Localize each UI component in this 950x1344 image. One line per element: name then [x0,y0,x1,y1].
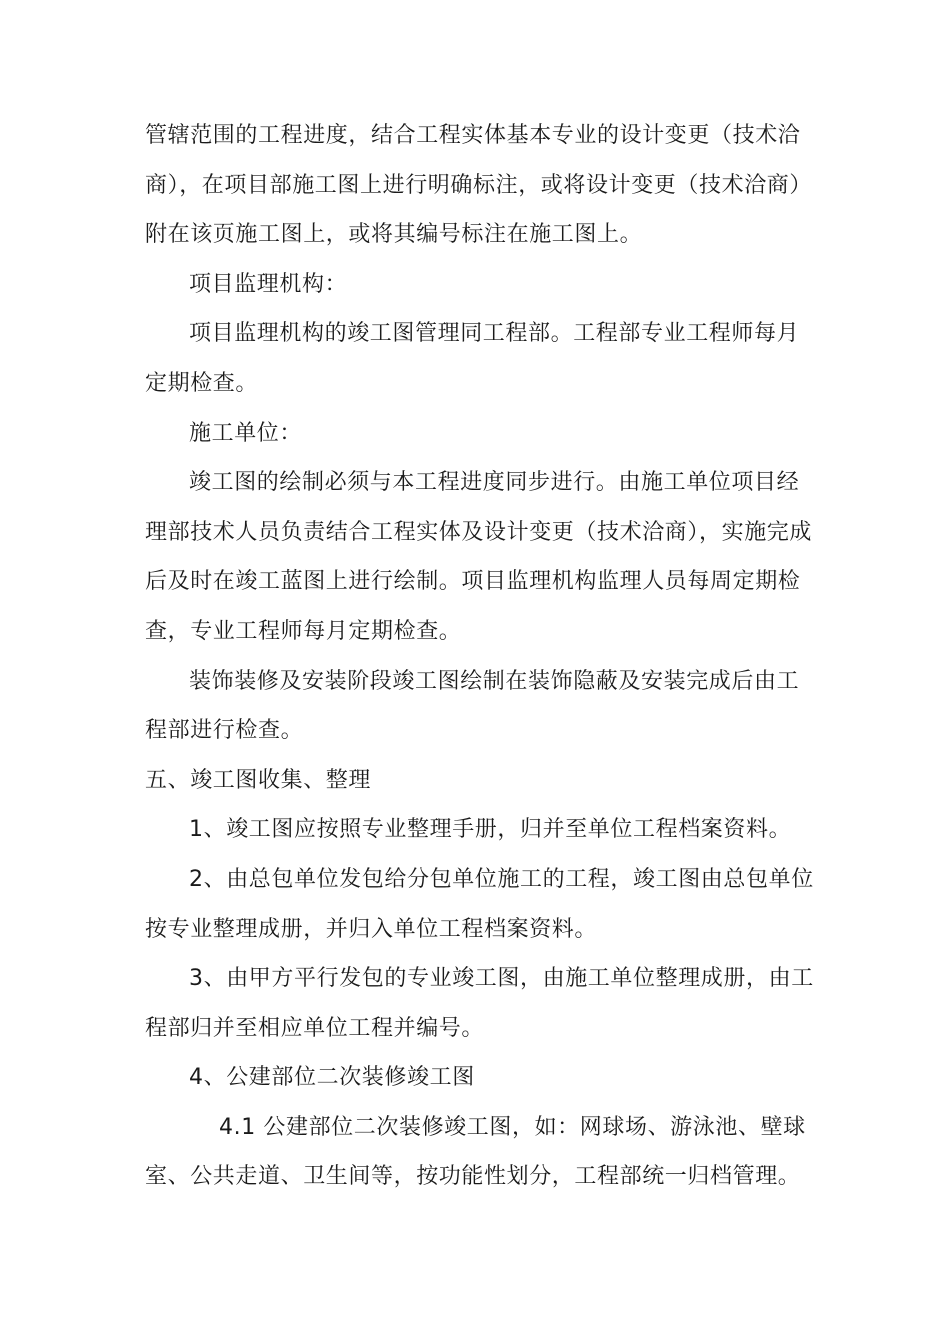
list-item-4: 4、公建部位二次装修竣工图 [189,1065,475,1091]
heading-construction-unit: 施工单位： [189,420,303,446]
list-item-3: 3、由甲方平行发包的专业竣工图，由施工单位整理成册，由工程部归并至相应单位工程并编号。 [145,966,814,1041]
paragraph-continuation: 管辖范围的工程进度，结合工程实体基本专业的设计变更（技术洽商），在项目部施工图上进行明确标注，或将设计变更（技术洽商）附在该页施工图上，或将其编号标注在施工图上。 [145,123,813,248]
list-item-1: 1、竣工图应按照专业整理手册，归并至单位工程档案资料。 [189,817,792,843]
paragraph-supervision-agency: 项目监理机构的竣工图管理同工程部。工程部专业工程师每月定期检查。 [145,321,800,396]
section-heading-five: 五、竣工图收集、整理 [145,767,372,793]
list-item-4-1: 4.1 公建部位二次装修竣工图，如：网球场、游泳池、壁球室、公共走道、卫生间等，按功能性划分，工程部统一归档管理。 [145,1114,806,1190]
paragraph-decoration-stage: 装饰装修及安装阶段竣工图绘制在装饰隐蔽及安装完成后由工程部进行检查。 [145,668,800,744]
document-body [145,111,815,1202]
list-item-2: 2、由总包单位发包给分包单位施工的工程，竣工图由总包单位按专业整理成册，并归入单位工程档案资料。 [145,866,814,942]
heading-supervision-agency: 项目监理机构： [189,271,348,297]
paragraph-construction-unit: 竣工图的绘制必须与本工程进度同步进行。由施工单位项目经理部技术人员负责结合工程实体及设计变更（技术洽商），实施完成后及时在竣工蓝图上进行绘制。项目监理机构监理人员每周定期检查，专业工程师每月定期检查。 [145,470,813,644]
